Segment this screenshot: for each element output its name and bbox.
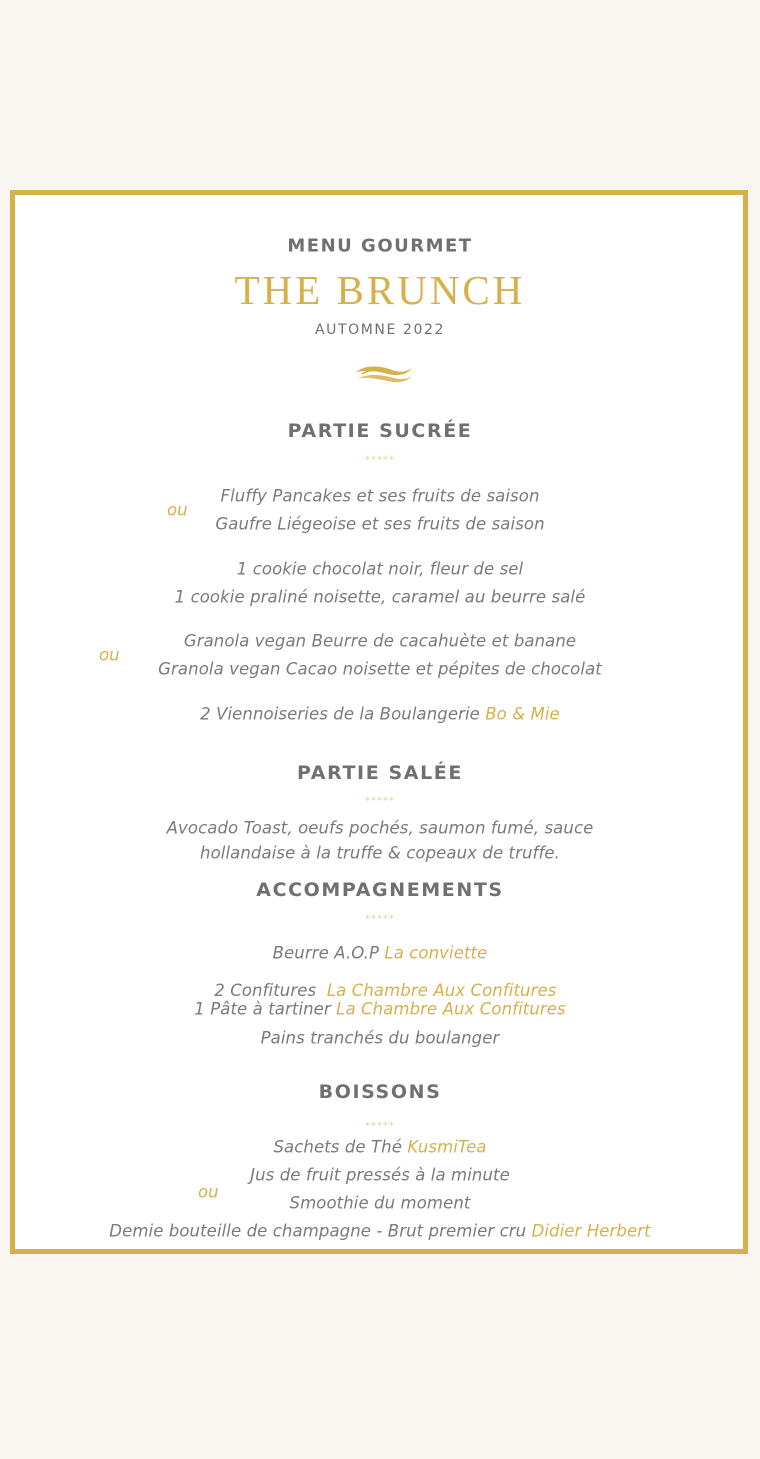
item-text: Beurre A.O.P	[272, 943, 385, 963]
or-label: ou	[198, 1182, 219, 1202]
menu-item	[0, 660, 760, 679]
item-text: Smoothie du moment	[289, 1193, 471, 1213]
item-text: Gaufre Liégeoise et ses fruits de saison	[215, 514, 545, 534]
item-text: 1 Pâte à tartiner	[194, 999, 337, 1019]
menu-item	[0, 1222, 760, 1241]
stars-separator: *****	[365, 795, 395, 807]
menu-item	[0, 588, 760, 607]
brand-name: La conviette	[384, 943, 488, 963]
item-text: 2 Viennoiseries de la Boulangerie	[200, 704, 486, 724]
or-label: ou	[99, 645, 120, 665]
item-text: Fluffy Pancakes et ses fruits de saison	[220, 486, 540, 506]
swoosh-ornament-icon	[352, 362, 414, 386]
item-text: Granola vegan Cacao noisette et pépites de chocolat	[158, 659, 602, 679]
item-text: 1 cookie praliné noisette, caramel au beurre salé	[174, 587, 586, 607]
brand-name: KusmiTea	[407, 1137, 487, 1157]
brand-name: Didier Herbert	[531, 1221, 651, 1241]
section-title-sucree: PARTIE SUCRÉE	[287, 420, 473, 442]
menu-season: AUTOMNE 2022	[314, 322, 446, 338]
menu-item	[0, 844, 760, 863]
menu-item	[0, 944, 760, 963]
menu-item	[0, 515, 760, 534]
menu-item	[0, 962, 760, 1000]
menu-item	[0, 1000, 760, 1019]
menu-item	[0, 1138, 760, 1157]
menu-item	[0, 560, 760, 579]
menu-item	[0, 1166, 760, 1185]
item-text: Pains tranchés du boulanger	[260, 1028, 500, 1048]
section-title-boissons: BOISSONS	[318, 1081, 442, 1103]
item-text: Jus de fruit pressés à la minute	[250, 1165, 510, 1185]
item-text: Sachets de Thé	[273, 1137, 408, 1157]
or-label: ou	[167, 500, 188, 520]
item-text: Avocado Toast, oeufs pochés, saumon fumé, sauce	[166, 818, 594, 838]
menu-title: THE BRUNCH	[234, 267, 526, 313]
item-text: 1 cookie chocolat noir, fleur de sel	[236, 559, 524, 579]
menu-item	[0, 487, 760, 506]
stars-separator: *****	[365, 454, 395, 466]
item-text: Demie bouteille de champagne - Brut premier cru	[109, 1221, 532, 1241]
menu-item	[0, 819, 760, 838]
menu-kicker: MENU GOURMET	[287, 235, 473, 257]
item-text: Granola vegan Beurre de cacahuète et banane	[183, 631, 577, 651]
menu-item	[0, 705, 760, 724]
brand-name: La Chambre Aux Confitures	[336, 999, 566, 1019]
stars-separator: *****	[365, 913, 395, 925]
stars-separator: *****	[365, 1120, 395, 1132]
section-title-accompagnements: ACCOMPAGNEMENTS	[256, 879, 504, 901]
item-text: 2 Confitures	[214, 981, 327, 1000]
section-title-salee: PARTIE SALÉE	[297, 762, 463, 784]
brand-name: Bo & Mie	[485, 704, 560, 724]
menu-item	[0, 1194, 760, 1213]
item-text: hollandaise à la truffe & copeaux de truffe.	[200, 843, 560, 863]
brand-name: La Chambre Aux Confitures	[326, 981, 557, 1000]
menu-item	[0, 632, 760, 651]
menu-item	[0, 1029, 760, 1048]
